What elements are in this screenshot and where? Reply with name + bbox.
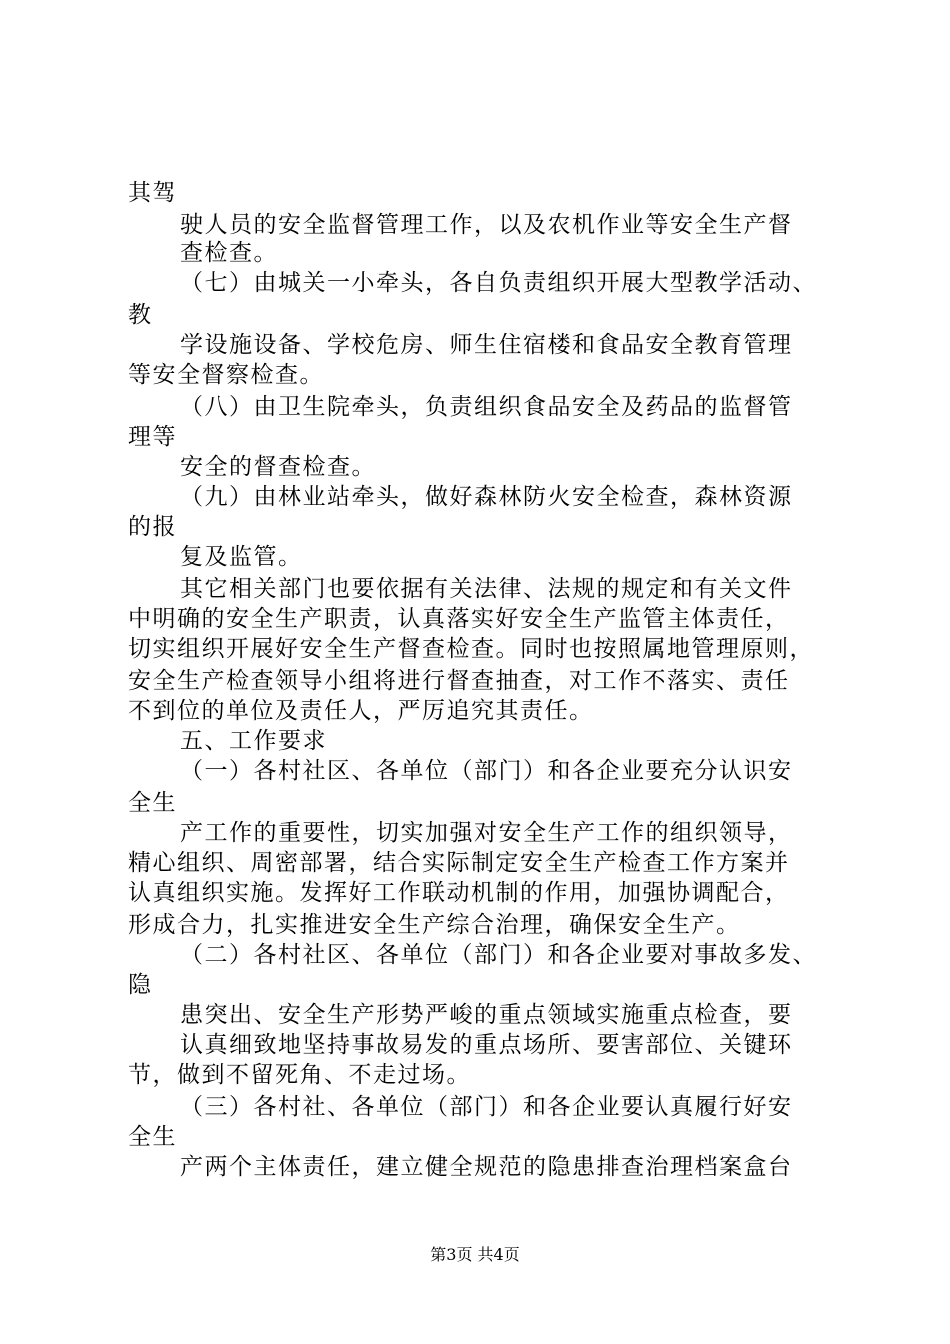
text-line: 全生 [128,1124,177,1150]
page-number-footer: 第3页 共4页 [430,1245,520,1264]
text-line: 不到位的单位及责任人，严厉追究其责任。 [128,698,594,724]
text-line: 查检查。 [180,240,278,266]
text-line: 教 [128,302,153,328]
text-line: 理等 [128,424,177,450]
text-line: 安全的督查检查。 [180,454,376,480]
text-line: （九）由林业站牵头，做好森林防火安全检查，森林资源 [180,484,793,510]
text-line: 精心组织、周密部署，结合实际制定安全生产检查工作方案并 [128,850,790,876]
text-line: 中明确的安全生产职责，认真落实好安全生产监管主体责任， [128,606,790,632]
text-line: 形成合力，扎实推进安全生产综合治理，确保安全生产。 [128,912,741,938]
section-heading: 五、工作要求 [180,728,327,754]
text-line: 认真组织实施。发挥好工作联动机制的作用，加强协调配合， [128,880,790,906]
text-line: 安全生产检查领导小组将进行督查抽查，对工作不落实、责任 [128,668,790,694]
text-line: 产工作的重要性，切实加强对安全生产工作的组织领导， [180,820,793,846]
text-line: （一）各村社区、各单位（部门）和各企业要充分认识安 [180,758,793,784]
text-line: 患突出、安全生产形势严峻的重点领域实施重点检查，要 [180,1002,793,1028]
text-line: 的报 [128,514,177,540]
text-line: （三）各村社、各单位（部门）和各企业要认真履行好安 [180,1094,793,1120]
text-line: 其驾 [128,180,177,206]
text-line: 驶人员的安全监督管理工作，以及农机作业等安全生产督 [180,212,793,238]
text-line: （八）由卫生院牵头，负责组织食品安全及药品的监督管 [180,394,793,420]
text-line: 产两个主体责任，建立健全规范的隐患排查治理档案盒台 [180,1154,793,1180]
text-line: 节，做到不留死角、不走过场。 [128,1062,471,1088]
text-line: 学设施设备、学校危房、师生住宿楼和食品安全教育管理 [180,332,793,358]
text-line: 其它相关部门也要依据有关法律、法规的规定和有关文件 [180,576,793,602]
text-line: 隐 [128,972,153,998]
text-line: 复及监管。 [180,544,303,570]
text-line: （七）由城关一小牵头，各自负责组织开展大型教学活动、 [180,270,817,296]
text-line: 切实组织开展好安全生产督查检查。同时也按照属地管理原则， [128,636,814,662]
text-line: 等安全督察检查。 [128,362,324,388]
text-line: 认真细致地坚持事故易发的重点场所、要害部位、关键环 [180,1032,793,1058]
text-line: （二）各村社区、各单位（部门）和各企业要对事故多发、 [180,942,817,968]
text-line: 全生 [128,790,177,816]
